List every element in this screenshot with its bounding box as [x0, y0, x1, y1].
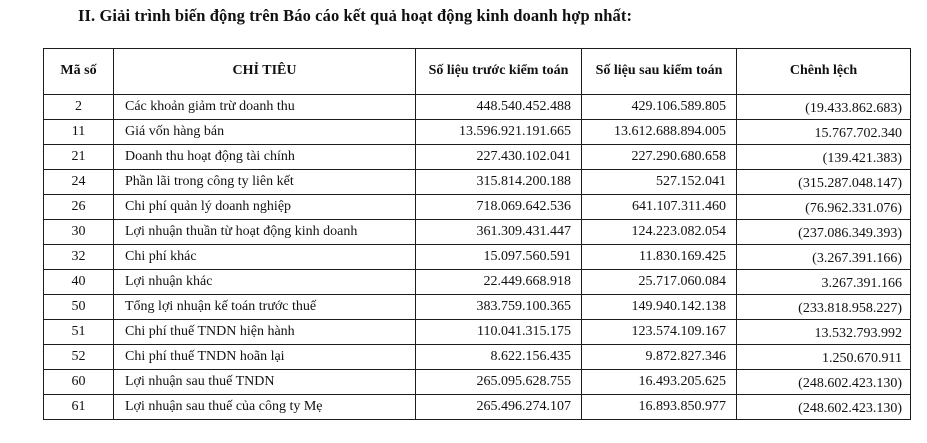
row-post-audit: 123.574.109.167: [582, 320, 737, 345]
row-indicator: Lợi nhuận sau thuế TNDN: [114, 370, 416, 395]
table-header: [44, 49, 911, 95]
row-post-audit: 429.106.589.805: [582, 95, 737, 120]
row-code: 32: [44, 245, 114, 270]
row-code: 52: [44, 345, 114, 370]
row-difference: [737, 95, 911, 120]
row-indicator: Phần lãi trong công ty liên kết: [114, 170, 416, 195]
row-post-audit: 25.717.060.084: [582, 270, 737, 295]
row-pre-audit: 718.069.642.536: [416, 195, 582, 220]
difference-value: 3.267.391.166: [821, 275, 902, 291]
row-indicator: Chi phí khác: [114, 245, 416, 270]
table-row: [44, 345, 911, 370]
row-indicator: Lợi nhuận thuần từ hoạt động kinh doanh: [114, 220, 416, 245]
row-indicator: Tổng lợi nhuận kế toán trước thuế: [114, 295, 416, 320]
row-indicator: Các khoản giảm trừ doanh thu: [114, 95, 416, 120]
section-title: II. Giải trình biến động trên Báo cáo kết quả hoạt động kinh doanh hợp nhất:: [78, 6, 633, 25]
row-difference: [737, 220, 911, 245]
difference-value: (139.421.383): [822, 150, 902, 166]
table-row: [44, 170, 911, 195]
row-post-audit: 124.223.082.054: [582, 220, 737, 245]
table-row: [44, 145, 911, 170]
row-code: 24: [44, 170, 114, 195]
row-post-audit: 149.940.142.138: [582, 295, 737, 320]
header-code: Mã số: [44, 49, 114, 95]
row-code: 21: [44, 145, 114, 170]
row-code: 60: [44, 370, 114, 395]
row-pre-audit: 383.759.100.365: [416, 295, 582, 320]
row-difference: [737, 395, 911, 420]
header-pre-audit: Số liệu trước kiểm toán: [416, 49, 582, 95]
difference-value: (315.287.048.147): [798, 175, 902, 191]
row-code: 2: [44, 95, 114, 120]
difference-value: 13.532.793.992: [814, 325, 902, 341]
row-indicator: Doanh thu hoạt động tài chính: [114, 145, 416, 170]
row-pre-audit: 265.496.274.107: [416, 395, 582, 420]
header-difference: Chênh lệch: [737, 49, 911, 95]
table-body: [44, 95, 911, 420]
row-post-audit: 9.872.827.346: [582, 345, 737, 370]
table-row: [44, 320, 911, 345]
row-code: 51: [44, 320, 114, 345]
row-difference: [737, 120, 911, 145]
table-row: [44, 245, 911, 270]
table-row: [44, 395, 911, 420]
row-difference: [737, 345, 911, 370]
difference-value: (248.602.423.130): [798, 400, 902, 416]
row-code: 61: [44, 395, 114, 420]
row-pre-audit: 15.097.560.591: [416, 245, 582, 270]
row-indicator: Giá vốn hàng bán: [114, 120, 416, 145]
row-indicator: Chi phí thuế TNDN hoãn lại: [114, 345, 416, 370]
row-code: 40: [44, 270, 114, 295]
difference-value: (237.086.349.393): [798, 225, 902, 241]
row-post-audit: 641.107.311.460: [582, 195, 737, 220]
difference-value: (3.267.391.166): [812, 250, 902, 266]
difference-value: 15.767.702.340: [814, 125, 902, 141]
table-row: [44, 295, 911, 320]
row-difference: [737, 295, 911, 320]
row-pre-audit: 110.041.315.175: [416, 320, 582, 345]
row-code: 50: [44, 295, 114, 320]
difference-value: 1.250.670.911: [822, 350, 902, 366]
row-post-audit: 527.152.041: [582, 170, 737, 195]
row-indicator: Lợi nhuận sau thuế của công ty Mẹ: [114, 395, 416, 420]
row-pre-audit: 315.814.200.188: [416, 170, 582, 195]
row-pre-audit: 227.430.102.041: [416, 145, 582, 170]
table-row: [44, 270, 911, 295]
table-row: [44, 220, 911, 245]
row-difference: [737, 270, 911, 295]
difference-value: (248.602.423.130): [798, 375, 902, 391]
row-pre-audit: 361.309.431.447: [416, 220, 582, 245]
table-row: [44, 370, 911, 395]
row-post-audit: 11.830.169.425: [582, 245, 737, 270]
difference-value: (233.818.958.227): [798, 300, 902, 316]
row-difference: [737, 170, 911, 195]
row-difference: [737, 370, 911, 395]
row-post-audit: 16.493.205.625: [582, 370, 737, 395]
row-post-audit: 13.612.688.894.005: [582, 120, 737, 145]
row-pre-audit: 8.622.156.435: [416, 345, 582, 370]
row-difference: [737, 245, 911, 270]
row-indicator: Chi phí thuế TNDN hiện hành: [114, 320, 416, 345]
table-row: [44, 195, 911, 220]
row-pre-audit: 448.540.452.488: [416, 95, 582, 120]
row-difference: [737, 145, 911, 170]
difference-value: (19.433.862.683): [805, 100, 902, 116]
row-difference: [737, 195, 911, 220]
header-post-audit: Số liệu sau kiểm toán: [582, 49, 737, 95]
row-indicator: Lợi nhuận khác: [114, 270, 416, 295]
table-header-row: [44, 49, 911, 95]
row-pre-audit: 22.449.668.918: [416, 270, 582, 295]
income-statement-variance-table: [43, 48, 911, 420]
row-post-audit: 16.893.850.977: [582, 395, 737, 420]
row-pre-audit: 13.596.921.191.665: [416, 120, 582, 145]
row-code: 11: [44, 120, 114, 145]
row-post-audit: 227.290.680.658: [582, 145, 737, 170]
table-row: [44, 95, 911, 120]
row-code: 30: [44, 220, 114, 245]
row-difference: [737, 320, 911, 345]
header-indicator: CHỈ TIÊU: [114, 49, 416, 95]
row-indicator: Chi phí quản lý doanh nghiệp: [114, 195, 416, 220]
row-pre-audit: 265.095.628.755: [416, 370, 582, 395]
row-code: 26: [44, 195, 114, 220]
table-row: [44, 120, 911, 145]
difference-value: (76.962.331.076): [805, 200, 902, 216]
